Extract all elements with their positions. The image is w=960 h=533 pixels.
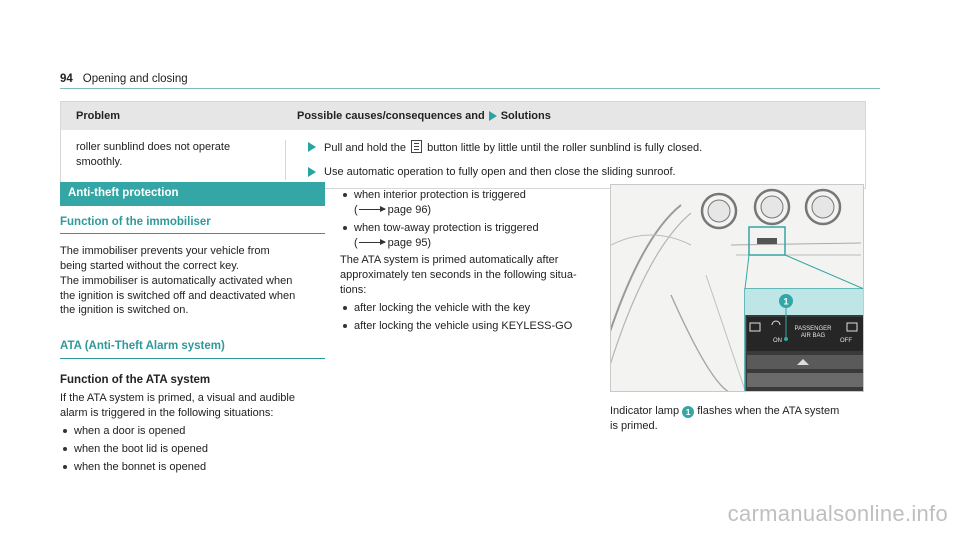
text-line: The immobiliser prevents your vehicle from (60, 245, 270, 258)
problem-cell (61, 140, 285, 180)
header-solutions (285, 109, 551, 124)
solution-step (308, 165, 865, 180)
priming-situations-list (340, 301, 595, 334)
step-text: Pull and hold the (324, 142, 406, 154)
immobiliser-paragraph (60, 244, 325, 318)
text-line: If the ATA system is primed, a visual and audible (60, 392, 295, 405)
step-text: Use automatic operation to fully open and then close the sliding sunroof. (324, 165, 676, 178)
alarm-trigger-list (60, 424, 325, 475)
ata-subheading: Function of the ATA system (60, 373, 211, 386)
dashboard-drawing (611, 185, 864, 392)
header-problem: Problem (76, 109, 121, 122)
table-header-row (61, 102, 865, 130)
arrow-icon (308, 167, 316, 177)
text-line: The immobiliser is automatically activated when (60, 274, 293, 287)
indicator-number-badge: 1 (682, 406, 694, 418)
arrow-icon (308, 142, 316, 152)
immobiliser-heading: Function of the immobiliser (60, 215, 325, 235)
callout-badge: 1 (783, 296, 789, 307)
chapter-title: Opening and closing (82, 73, 188, 85)
text-line: when interior protection is triggered (354, 189, 526, 201)
ata-intro (60, 391, 325, 421)
page-reference-arrow-icon (359, 209, 385, 210)
watermark: carmanualsonline.info (727, 501, 948, 527)
step-text: button little by little until the roller sunblind is fully closed. (427, 142, 703, 154)
table-row (61, 130, 865, 188)
caption-text: is primed. (610, 419, 658, 432)
page-number: 94 (60, 73, 73, 85)
header-solutions-label: Possible causes/consequences and (297, 109, 485, 122)
arrow-icon (489, 111, 497, 121)
page-reference[interactable]: ( page 95) (354, 236, 432, 249)
text-line: being started without the correct key. (60, 259, 239, 272)
problem-text-line: smoothly. (76, 155, 123, 168)
page-reference[interactable]: ( page 96) (354, 203, 432, 216)
dashboard-illustration (610, 184, 864, 392)
passenger-airbag-label: PASSENGER (794, 326, 832, 332)
caption-text: flashes when the ATA system (697, 405, 840, 417)
problem-text-line: roller sunblind does not operate (76, 141, 231, 153)
header-solutions-suffix: Solutions (500, 109, 551, 122)
airbag-off-label: OFF (840, 338, 852, 344)
figure-caption (610, 404, 864, 434)
passenger-airbag-label-2: AIR BAG (800, 333, 826, 339)
solution-step (308, 140, 865, 156)
primed-paragraph (340, 253, 595, 298)
section-title: Anti-theft protection (60, 182, 325, 206)
ata-heading: ATA (Anti-Theft Alarm system) (60, 339, 325, 359)
alarm-trigger-list-cont (340, 188, 595, 250)
middle-column (340, 185, 595, 334)
page-reference-arrow-icon (359, 242, 385, 243)
solutions-cell (285, 140, 865, 180)
list-item: when the boot lid is opened (60, 442, 325, 457)
text-line: when tow-away protection is triggered (354, 221, 539, 234)
list-item: after locking the vehicle with the key (340, 301, 595, 316)
problem-table (60, 101, 866, 189)
text-line: tions: (340, 284, 367, 297)
text-line: the ignition is switched on. (60, 304, 189, 317)
left-column (60, 182, 325, 475)
airbag-on-label: ON (773, 338, 782, 344)
list-item (340, 221, 595, 251)
page-header (60, 72, 188, 88)
text-line: alarm is triggered in the following situations: (60, 407, 274, 420)
list-item (340, 188, 595, 218)
text-line: The ATA system is primed automatically after (340, 254, 559, 267)
list-item: when a door is opened (60, 424, 325, 439)
list-item: after locking the vehicle using KEYLESS-GO (340, 319, 595, 334)
list-item: when the bonnet is opened (60, 460, 325, 475)
text-line: the ignition is switched off and deactivated when (60, 289, 296, 302)
sunblind-button-icon (411, 140, 422, 153)
text-line: approximately ten seconds in the following situa- (340, 269, 577, 282)
header-rule (60, 88, 880, 89)
caption-text: Indicator lamp (610, 405, 680, 417)
